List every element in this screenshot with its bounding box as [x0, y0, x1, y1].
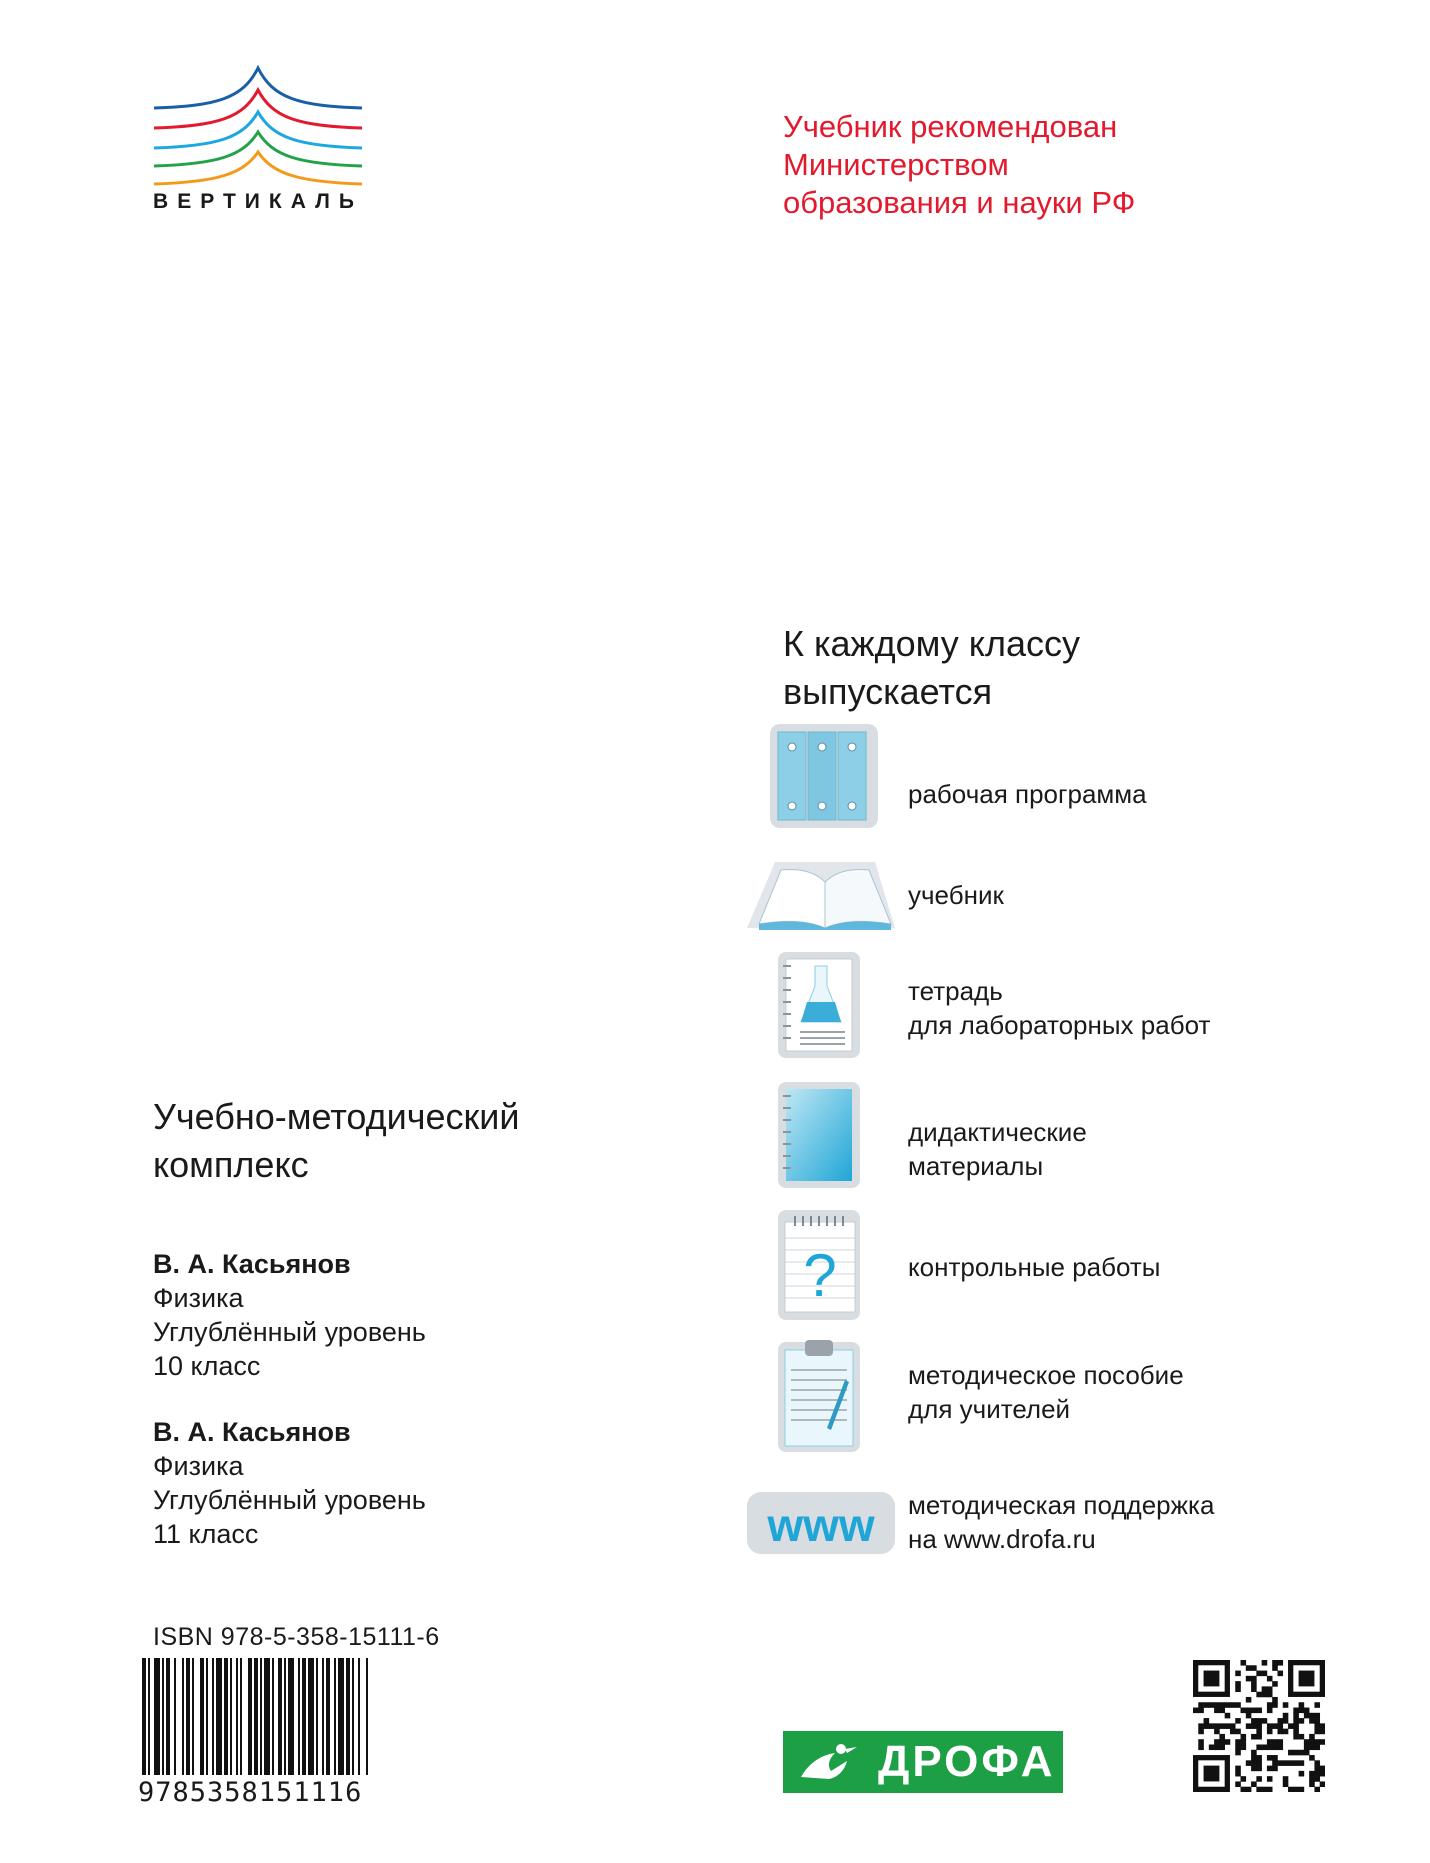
qr-module	[1225, 1702, 1231, 1708]
qr-module	[1251, 1686, 1257, 1692]
qr-module	[1214, 1739, 1220, 1745]
qr-module	[1251, 1665, 1257, 1671]
qr-module	[1256, 1723, 1262, 1729]
qr-module	[1198, 1702, 1204, 1708]
qr-module	[1272, 1660, 1278, 1666]
qr-module	[1283, 1776, 1289, 1782]
qr-module	[1293, 1760, 1299, 1766]
qr-module	[1251, 1760, 1257, 1766]
qr-module	[1304, 1708, 1310, 1714]
qr-module	[1235, 1781, 1241, 1787]
qr-module	[1214, 1744, 1220, 1750]
qr-module	[1230, 1723, 1236, 1729]
qr-module	[1256, 1755, 1262, 1761]
qr-module	[1277, 1760, 1283, 1766]
qr-module	[1246, 1713, 1252, 1719]
recommendation-line: Министерством	[783, 147, 1009, 182]
qr-module	[1272, 1739, 1278, 1745]
qr-module	[1314, 1771, 1320, 1777]
book-level: Углублённый уровень	[153, 1485, 426, 1515]
qr-module	[1293, 1734, 1299, 1740]
qr-module	[1198, 1744, 1204, 1750]
vertikal-arches-icon	[148, 58, 368, 188]
qr-module	[1304, 1744, 1310, 1750]
qr-module	[1267, 1708, 1273, 1714]
qr-module	[1251, 1766, 1257, 1772]
qr-module	[1251, 1781, 1257, 1787]
qr-module	[1272, 1665, 1278, 1671]
qr-module	[1277, 1723, 1283, 1729]
series-heading-line: К каждому классу	[783, 623, 1080, 664]
book-subject: Физика	[153, 1451, 244, 1481]
qr-module	[1256, 1718, 1262, 1724]
qr-module	[1262, 1718, 1268, 1724]
qr-module	[1320, 1771, 1325, 1777]
recommendation-notice	[783, 108, 1243, 222]
qr-module	[1267, 1755, 1273, 1761]
qr-module	[1267, 1776, 1273, 1782]
vertikal-logo	[148, 58, 368, 218]
qr-module	[1246, 1787, 1252, 1792]
qr-module	[1198, 1729, 1204, 1735]
qr-module	[1235, 1766, 1241, 1772]
series-item-textbook	[745, 858, 1385, 938]
qr-module	[1262, 1660, 1268, 1666]
qr-module	[1267, 1744, 1273, 1750]
recommendation-line: Учебник рекомендован	[783, 109, 1118, 144]
qr-code-icon	[1193, 1660, 1325, 1792]
qr-module	[1299, 1787, 1305, 1792]
www-icon	[745, 1484, 905, 1569]
qr-module	[1283, 1713, 1289, 1719]
qr-module	[1299, 1760, 1305, 1766]
qr-module	[1251, 1676, 1257, 1682]
qr-module	[1299, 1702, 1305, 1708]
qr-module	[1304, 1713, 1310, 1719]
qr-module	[1241, 1660, 1247, 1666]
qr-module	[1272, 1697, 1278, 1703]
qr-module	[1272, 1760, 1278, 1766]
series-heading	[783, 620, 1080, 716]
qr-module	[1241, 1708, 1247, 1714]
question-notebook-icon	[745, 1210, 905, 1327]
qr-finder-center	[1204, 1766, 1220, 1782]
svg-text:?: ?	[803, 1242, 837, 1309]
item-label: рабочая программа	[908, 779, 1147, 809]
qr-module	[1256, 1744, 1262, 1750]
drofa-bird-icon	[795, 1739, 865, 1785]
qr-module	[1209, 1702, 1215, 1708]
isbn-label: ISBN 978-5-358-15111-6	[153, 1623, 440, 1651]
qr-module	[1235, 1681, 1241, 1687]
qr-module	[1283, 1702, 1289, 1708]
publisher-name: ДРОФА	[878, 1737, 1056, 1786]
item-label: методическое пособие	[908, 1360, 1184, 1390]
qr-module	[1235, 1671, 1241, 1677]
qr-module	[1246, 1676, 1252, 1682]
book-author: В. А. Касьянов	[153, 1249, 351, 1279]
series-item-didactic-materials	[745, 1082, 1385, 1190]
qr-module	[1262, 1671, 1268, 1677]
qr-module	[1288, 1760, 1294, 1766]
qr-module	[1314, 1718, 1320, 1724]
qr-module	[1288, 1723, 1294, 1729]
item-label: тетрадь	[908, 976, 1003, 1006]
qr-module	[1277, 1671, 1283, 1677]
qr-module	[1267, 1729, 1273, 1735]
complex-title-line: комплекс	[153, 1144, 309, 1185]
qr-module	[1246, 1723, 1252, 1729]
qr-module	[1277, 1660, 1283, 1666]
notebook-icon	[745, 1082, 905, 1195]
qr-module	[1267, 1739, 1273, 1745]
qr-module	[1214, 1708, 1220, 1714]
qr-module	[1309, 1771, 1315, 1777]
qr-module	[1241, 1734, 1247, 1740]
qr-module	[1299, 1734, 1305, 1740]
www-icon-text: www	[767, 1499, 875, 1551]
qr-module	[1241, 1744, 1247, 1750]
qr-module	[1293, 1750, 1299, 1756]
qr-module	[1219, 1739, 1225, 1745]
qr-finder-center	[1299, 1671, 1315, 1687]
qr-module	[1241, 1739, 1247, 1745]
qr-module	[1251, 1723, 1257, 1729]
qr-module	[1214, 1723, 1220, 1729]
qr-module	[1277, 1744, 1283, 1750]
item-label: методическая поддержка	[908, 1490, 1215, 1520]
drofa-logo	[783, 1731, 1063, 1793]
qr-module	[1283, 1781, 1289, 1787]
qr-finder-center	[1204, 1671, 1220, 1687]
qr-module	[1198, 1708, 1204, 1714]
qr-module	[1256, 1776, 1262, 1782]
open-book-icon	[745, 858, 905, 943]
complex-title	[153, 1093, 520, 1189]
qr-module	[1293, 1729, 1299, 1735]
qr-module	[1314, 1713, 1320, 1719]
qr-module	[1314, 1760, 1320, 1766]
qr-module	[1256, 1692, 1262, 1698]
book-grade: 10 класс	[153, 1351, 261, 1381]
book-subject: Физика	[153, 1283, 244, 1313]
qr-module	[1283, 1760, 1289, 1766]
qr-module	[1251, 1708, 1257, 1714]
qr-module	[1309, 1739, 1315, 1745]
series-item-online-support	[745, 1484, 1385, 1564]
qr-module	[1225, 1739, 1231, 1745]
logo-wordmark: ВЕРТИКАЛЬ	[153, 190, 363, 213]
qr-module	[1214, 1729, 1220, 1735]
qr-module	[1267, 1766, 1273, 1772]
qr-module	[1299, 1750, 1305, 1756]
qr-module	[1314, 1744, 1320, 1750]
series-item-teacher-guide	[745, 1336, 1385, 1454]
qr-module	[1251, 1681, 1257, 1687]
qr-module	[1246, 1665, 1252, 1671]
item-label: на www.drofa.ru	[908, 1524, 1096, 1554]
qr-module	[1198, 1739, 1204, 1745]
item-label: контрольные работы	[908, 1252, 1161, 1282]
qr-module	[1235, 1718, 1241, 1724]
qr-module	[1299, 1771, 1305, 1777]
qr-module	[1272, 1744, 1278, 1750]
qr-module	[1246, 1697, 1252, 1703]
qr-module	[1235, 1771, 1241, 1777]
qr-module	[1230, 1702, 1236, 1708]
qr-module	[1314, 1776, 1320, 1782]
book-grade-11	[153, 1415, 426, 1551]
qr-module	[1235, 1686, 1241, 1692]
qr-module	[1251, 1718, 1257, 1724]
qr-module	[1309, 1718, 1315, 1724]
qr-module	[1304, 1739, 1310, 1745]
qr-module	[1320, 1729, 1325, 1735]
item-label: материалы	[908, 1151, 1044, 1181]
qr-module	[1309, 1776, 1315, 1782]
qr-module	[1256, 1729, 1262, 1735]
qr-module	[1235, 1744, 1241, 1750]
qr-module	[1219, 1708, 1225, 1714]
qr-module	[1262, 1744, 1268, 1750]
qr-module	[1246, 1760, 1252, 1766]
qr-module	[1309, 1781, 1315, 1787]
qr-module	[1272, 1702, 1278, 1708]
book-author: В. А. Касьянов	[153, 1417, 351, 1447]
qr-module	[1209, 1744, 1215, 1750]
qr-module	[1309, 1744, 1315, 1750]
qr-module	[1209, 1723, 1215, 1729]
qr-module	[1251, 1755, 1257, 1761]
binders-icon	[745, 722, 905, 837]
qr-module	[1314, 1723, 1320, 1729]
complex-title-line: Учебно-методический	[153, 1096, 520, 1137]
qr-module	[1256, 1760, 1262, 1766]
qr-module	[1283, 1718, 1289, 1724]
qr-module	[1272, 1723, 1278, 1729]
qr-module	[1251, 1734, 1257, 1740]
recommendation-line: образования и науки РФ	[783, 185, 1136, 220]
qr-module	[1309, 1755, 1315, 1761]
qr-module	[1299, 1708, 1305, 1714]
qr-module	[1320, 1739, 1325, 1745]
series-item-work-program	[745, 722, 1385, 832]
qr-module	[1293, 1708, 1299, 1714]
qr-module	[1314, 1787, 1320, 1792]
item-label: учебник	[908, 880, 1004, 910]
qr-module	[1251, 1750, 1257, 1756]
qr-module	[1256, 1671, 1262, 1677]
book-grade: 11 класс	[153, 1519, 259, 1549]
qr-module	[1235, 1729, 1241, 1735]
qr-module	[1235, 1702, 1241, 1708]
qr-module	[1267, 1676, 1273, 1682]
qr-module	[1304, 1750, 1310, 1756]
qr-module	[1314, 1739, 1320, 1745]
item-label: дидактические	[908, 1117, 1087, 1147]
qr-module	[1241, 1787, 1247, 1792]
qr-module	[1277, 1739, 1283, 1745]
qr-module	[1309, 1713, 1315, 1719]
qr-module	[1283, 1729, 1289, 1735]
series-item-lab-notebook	[745, 952, 1385, 1060]
lab-flask-notebook-icon	[745, 952, 905, 1065]
qr-module	[1256, 1734, 1262, 1740]
qr-module	[1277, 1718, 1283, 1724]
qr-module	[1262, 1692, 1268, 1698]
qr-module	[1288, 1750, 1294, 1756]
qr-module	[1267, 1686, 1273, 1692]
qr-module	[1262, 1787, 1268, 1792]
qr-module	[1246, 1708, 1252, 1714]
qr-module	[1204, 1702, 1210, 1708]
qr-module	[1225, 1713, 1231, 1719]
qr-module	[1267, 1787, 1273, 1792]
qr-module	[1219, 1734, 1225, 1740]
qr-module	[1320, 1766, 1325, 1772]
qr-module	[1288, 1787, 1294, 1792]
qr-module	[1225, 1723, 1231, 1729]
qr-module	[1277, 1729, 1283, 1735]
book-level: Углублённый уровень	[153, 1317, 426, 1347]
qr-module	[1198, 1723, 1204, 1729]
qr-module	[1314, 1766, 1320, 1772]
qr-module	[1267, 1692, 1273, 1698]
qr-module	[1256, 1708, 1262, 1714]
qr-module	[1272, 1766, 1278, 1772]
qr-module	[1272, 1681, 1278, 1687]
qr-module	[1219, 1744, 1225, 1750]
book-grade-10	[153, 1247, 426, 1383]
series-heading-line: выпускается	[783, 671, 993, 712]
qr-module	[1204, 1723, 1210, 1729]
qr-module	[1262, 1686, 1268, 1692]
qr-module	[1293, 1787, 1299, 1792]
qr-module	[1293, 1718, 1299, 1724]
series-item-tests	[745, 1210, 1385, 1322]
qr-module	[1320, 1723, 1325, 1729]
qr-module	[1293, 1713, 1299, 1719]
qr-module	[1314, 1729, 1320, 1735]
qr-module	[1256, 1787, 1262, 1792]
qr-module	[1309, 1734, 1315, 1740]
item-label: для лабораторных работ	[908, 1010, 1211, 1040]
qr-module	[1235, 1750, 1241, 1756]
qr-module	[1241, 1776, 1247, 1782]
qr-module	[1299, 1718, 1305, 1724]
qr-module	[1267, 1723, 1273, 1729]
qr-module	[1193, 1708, 1199, 1714]
qr-module	[1204, 1718, 1210, 1724]
qr-module	[1272, 1755, 1278, 1761]
qr-module	[1267, 1702, 1273, 1708]
qr-module	[1320, 1781, 1325, 1787]
qr-module	[1230, 1729, 1236, 1735]
qr-module	[1256, 1766, 1262, 1772]
qr-module	[1314, 1702, 1320, 1708]
qr-module	[1293, 1723, 1299, 1729]
item-label: для учителей	[908, 1394, 1071, 1424]
qr-module	[1214, 1702, 1220, 1708]
barcode-digits: 9785358151116	[138, 1775, 438, 1811]
clipboard-pen-icon	[745, 1336, 905, 1459]
qr-module	[1219, 1723, 1225, 1729]
qr-module	[1235, 1739, 1241, 1745]
qr-module	[1219, 1702, 1225, 1708]
